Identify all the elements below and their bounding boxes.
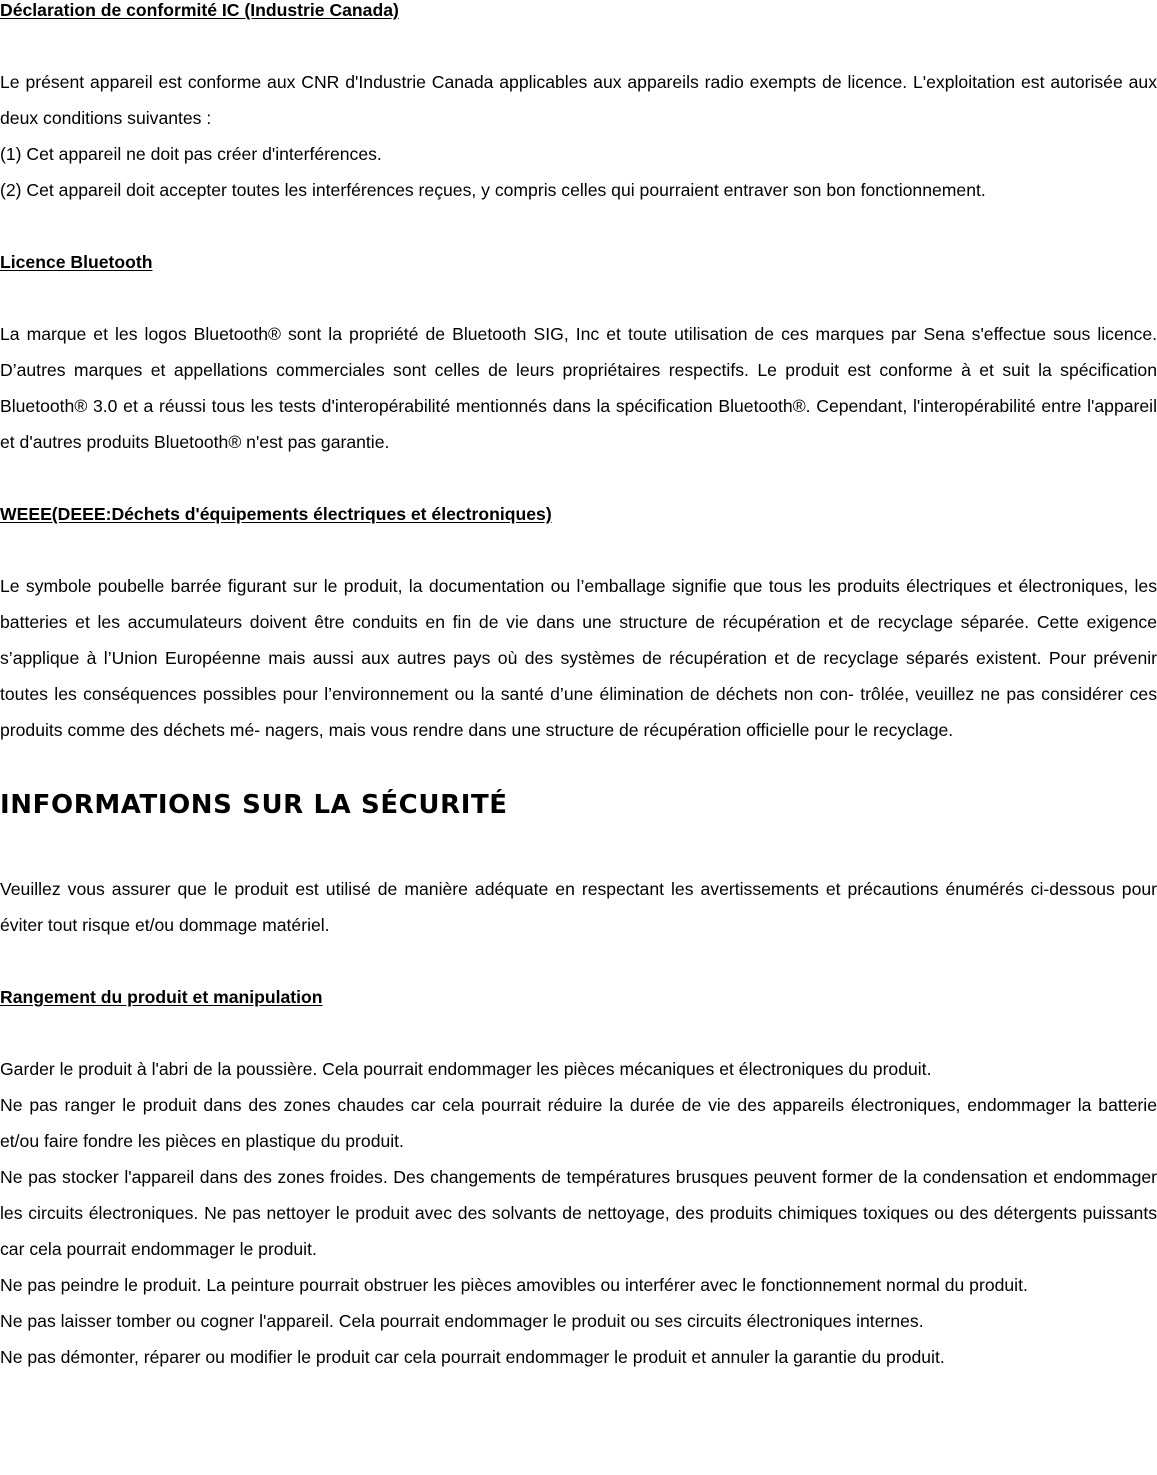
spacer [0, 280, 1157, 316]
spacer [0, 943, 1157, 979]
bluetooth-license-heading: Licence Bluetooth [0, 252, 153, 272]
storage-item-cold: Ne pas stocker l'appareil dans des zones froides. Des changements de températures brusques peuvent former de la condensation et endommager les circuits électroniques. Ne pas nettoyer le produit avec des solvants de nettoyage, des produits chimiques toxiques ou des détergents puissants car cela pourrait endommager le produit. [0, 1167, 1157, 1259]
storage-item-paint: Ne pas peindre le produit. La peinture pourrait obstruer les pièces amovibles ou interférer avec le fonctionnement normal du produit. [0, 1275, 1028, 1295]
storage-item-dust: Garder le produit à l'abri de la poussière. Cela pourrait endommager les pièces mécaniques et électroniques du produit. [0, 1059, 932, 1079]
spacer [0, 532, 1157, 568]
ic-declaration-heading: Déclaration de conformité IC (Industrie Canada) [0, 0, 399, 20]
storage-item-disassemble: Ne pas démonter, réparer ou modifier le produit car cela pourrait endommager le produit et annuler la garantie du produit. [0, 1347, 945, 1367]
ic-condition-2: (2) Cet appareil doit accepter toutes les interférences reçues, y compris celles qui pourraient entraver son bon fonctionnement. [0, 180, 986, 200]
spacer [0, 748, 1157, 787]
storage-item-drop: Ne pas laisser tomber ou cogner l'appareil. Cela pourrait endommager le produit ou ses circuits électroniques internes. [0, 1311, 924, 1331]
safety-intro-paragraph: Veuillez vous assurer que le produit est utilisé de manière adéquate en respectant les avertissements et précautions énumérés ci-dessous pour éviter tout risque et/ou dommage matériel. [0, 879, 1157, 935]
ic-condition-1: (1) Cet appareil ne doit pas créer d'interférences. [0, 144, 382, 164]
spacer [0, 28, 1157, 64]
ic-intro-paragraph: Le présent appareil est conforme aux CNR d'Industrie Canada applicables aux appareils radio exempts de licence. L'exploitation est autorisée aux deux conditions suivantes : [0, 72, 1157, 128]
bluetooth-license-paragraph: La marque et les logos Bluetooth® sont la propriété de Bluetooth SIG, Inc et toute utilisation de ces marques par Sena s'effectue sous licence. D’autres marques et appellations commerciales sont celles de leurs propriétaires respectifs. Le produit est conforme à et suit la spécification Bluetooth® 3.0 et a réussi tous les tests d'interopérabilité mentionnés dans la spécification Bluetooth®. Cependant, l'interopérabilité entre l'appareil et d'autres produits Bluetooth® n'est pas garantie. [0, 324, 1157, 452]
storage-handling-heading: Rangement du produit et manipulation [0, 987, 323, 1007]
spacer [0, 208, 1157, 244]
weee-paragraph: Le symbole poubelle barrée figurant sur le produit, la documentation ou l’emballage signifie que tous les produits électriques et électroniques, les batteries et les accumulateurs doivent être conduits en fin de vie dans une structure de récupération et de recyclage séparée. Cette exigence s’applique à l’Union Européenne mais aussi aux autres pays où des systèmes de récupération et de recyclage séparés existent. Pour prévenir toutes les conséquences possibles pour l’environnement ou la santé d’une élimination de déchets non con- trôlée, veuillez ne pas considérer ces produits comme des déchets mé- nagers, mais vous rendre dans une structure de récupération officielle pour le recyclage. [0, 576, 1157, 740]
spacer [0, 823, 1157, 871]
storage-item-heat: Ne pas ranger le produit dans des zones chaudes car cela pourrait réduire la durée de vie des appareils électroniques, endommager la batterie et/ou faire fondre les pièces en plastique du produit. [0, 1095, 1157, 1151]
safety-information-title: INFORMATIONS SUR LA SÉCURITÉ [0, 790, 508, 820]
weee-heading: WEEE(DEEE:Déchets d'équipements électriques et électroniques) [0, 504, 552, 524]
spacer [0, 460, 1157, 496]
spacer [0, 1015, 1157, 1051]
